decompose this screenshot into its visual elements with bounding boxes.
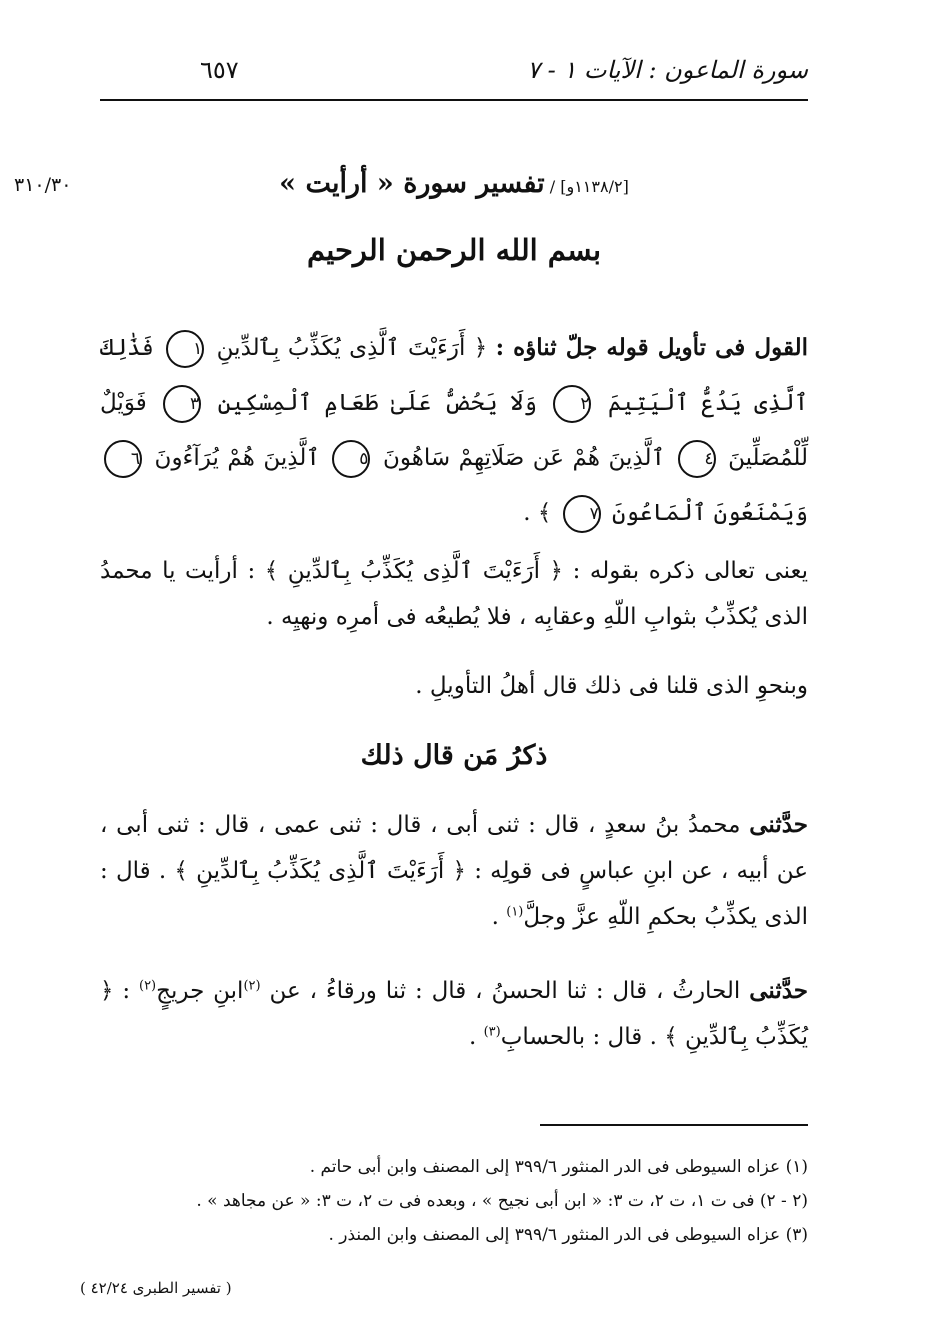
footnotes xyxy=(100,1150,808,1252)
verse-number-badge: ١ xyxy=(166,330,204,368)
narration-text: : xyxy=(122,978,131,1004)
footnote-marker: (٢) xyxy=(243,978,261,994)
quran-passage xyxy=(100,320,808,541)
surah-title-line: [١١٣٨/٢و] / تفسير سورة « أرأيت » xyxy=(279,168,629,199)
footnote: (٢ - ٢) فى ت ١، ت ٢، ت ٣: « ابن أبى نجيح » ، وبعده فى ت ٢، ت ٣: « عن مجاهد » . xyxy=(196,1191,808,1211)
section-heading: ذكرُ مَن قال ذلك xyxy=(360,740,548,771)
running-head xyxy=(100,52,808,92)
verse-text: وَيَمْنَعُونَ ٱلْمَاعُونَ xyxy=(612,500,808,526)
running-title: سورة الماعون : الآيات ١ - ٧ xyxy=(527,56,808,84)
narration-text: محمدُ بنُ سعدٍ ، قال : ثنى أبى ، قال : ثنى عمى ، قال : ثنى أبى ، عن أبيه ، عن ابنِ عباسٍ فى قولِه : xyxy=(100,812,809,884)
footnote-marker: (٣) xyxy=(483,1024,501,1040)
verse-text: فَذَٰلِكَ ٱلَّذِى يَدُعُّ ٱلْيَتِيمَ xyxy=(100,335,809,416)
surah-title: تفسير سورة « أرأيت » xyxy=(279,168,545,199)
footnote: (٣) عزاه السيوطى فى الدر المنثور ٣٩٩/٦ إلى المصنف وابن المنذر . xyxy=(328,1225,808,1245)
commentary-text: : أرأيت يا محمدُ الذى يُكذِّبُ بثوابِ اللّهِ وعقابِه ، فلا يُطيعُه فى أمرِه ونهيِه . xyxy=(100,558,808,630)
verse-number-badge: ٧ xyxy=(563,495,601,533)
narration-end: . xyxy=(491,904,499,930)
surah-reference: [١١٣٨/٢و] xyxy=(560,177,629,196)
quoted-verse: ﴿ أَرَءَيْتَ ٱلَّذِى يُكَذِّبُ بِٱلدِّينِ ﴾ xyxy=(174,858,466,884)
margin-reference: ٣١٠/٣٠ xyxy=(14,174,72,196)
header-rule xyxy=(100,99,808,101)
verse-number-badge: ٥ xyxy=(332,440,370,478)
narration-text: . قال : الذى يكذِّبُ بحكمِ اللّهِ عزَّ وجلَّ xyxy=(100,858,808,930)
narration-text: الحارثُ ، قال : ثنا الحسنُ ، قال : ثنا ورقاءُ ، عن xyxy=(269,978,741,1004)
verse-number-badge: ٣ xyxy=(163,385,201,423)
commentary-paragraph xyxy=(100,548,808,640)
verse-number-badge: ٦ xyxy=(104,440,142,478)
verse-number-badge: ٤ xyxy=(678,440,716,478)
narration-end: . xyxy=(468,1024,477,1050)
verse-text: أَرَءَيْتَ ٱلَّذِى يُكَذِّبُ بِٱلدِّينِ xyxy=(216,335,466,361)
narration-paragraph xyxy=(100,968,808,1060)
page-number: ٦٥٧ xyxy=(200,56,239,84)
footnote: (١) عزاه السيوطى فى الدر المنثور ٣٩٩/٦ إلى المصنف وابن أبى حاتم . xyxy=(309,1157,808,1177)
verse-text: وَلَا يَحُضُّ عَلَىٰ طَعَامِ ٱلْمِسْكِينِ xyxy=(217,390,537,416)
verse-text: ٱلَّذِينَ هُمْ عَن صَلَاتِهِمْ سَاهُونَ xyxy=(382,445,665,471)
verse-number-badge: ٢ xyxy=(553,385,591,423)
signature-mark: ( تفسير الطبرى ٤٢/٢٤ ) xyxy=(80,1279,232,1297)
quran-lead: القول فى تأويل قوله جلّ ثناؤه : xyxy=(495,334,808,361)
narration-text: ابنِ جريجٍ xyxy=(156,978,244,1004)
quoted-verse: ﴿ يُكَذِّبُ بِٱلدِّينِ ﴾ xyxy=(100,978,808,1050)
commentary-text: يعنى تعالى ذكره بقوله : xyxy=(572,558,809,584)
quoted-verse: ﴿ أَرَءَيْتَ ٱلَّذِى يُكَذِّبُ بِٱلدِّينِ ﴾ xyxy=(264,558,564,584)
narration-lead: حدَّثنى xyxy=(749,977,809,1004)
narration-text: . قال : بالحسابِ xyxy=(500,1024,657,1050)
footnote-rule xyxy=(540,1124,808,1126)
footnote-marker: (١) xyxy=(506,904,524,920)
narration-paragraph xyxy=(100,802,808,940)
basmala: بسم الله الرحمن الرحيم xyxy=(306,233,602,267)
open-bracket: ﴿ xyxy=(473,335,488,361)
commentary-paragraph: وبنحوِ الذى قلنا فى ذلك قال أهلُ التأويلِ . xyxy=(415,673,808,699)
verse-text: ٱلَّذِينَ هُمْ يُرَآءُونَ xyxy=(154,445,320,471)
passage-end: . xyxy=(523,500,531,526)
verse-text: فَوَيْلٌ لِّلْمُصَلِّينَ xyxy=(100,390,809,471)
footnote-marker: (٢) xyxy=(138,978,157,994)
close-bracket: ﴾ xyxy=(537,500,552,526)
narration-lead: حدَّثنى xyxy=(749,811,809,838)
